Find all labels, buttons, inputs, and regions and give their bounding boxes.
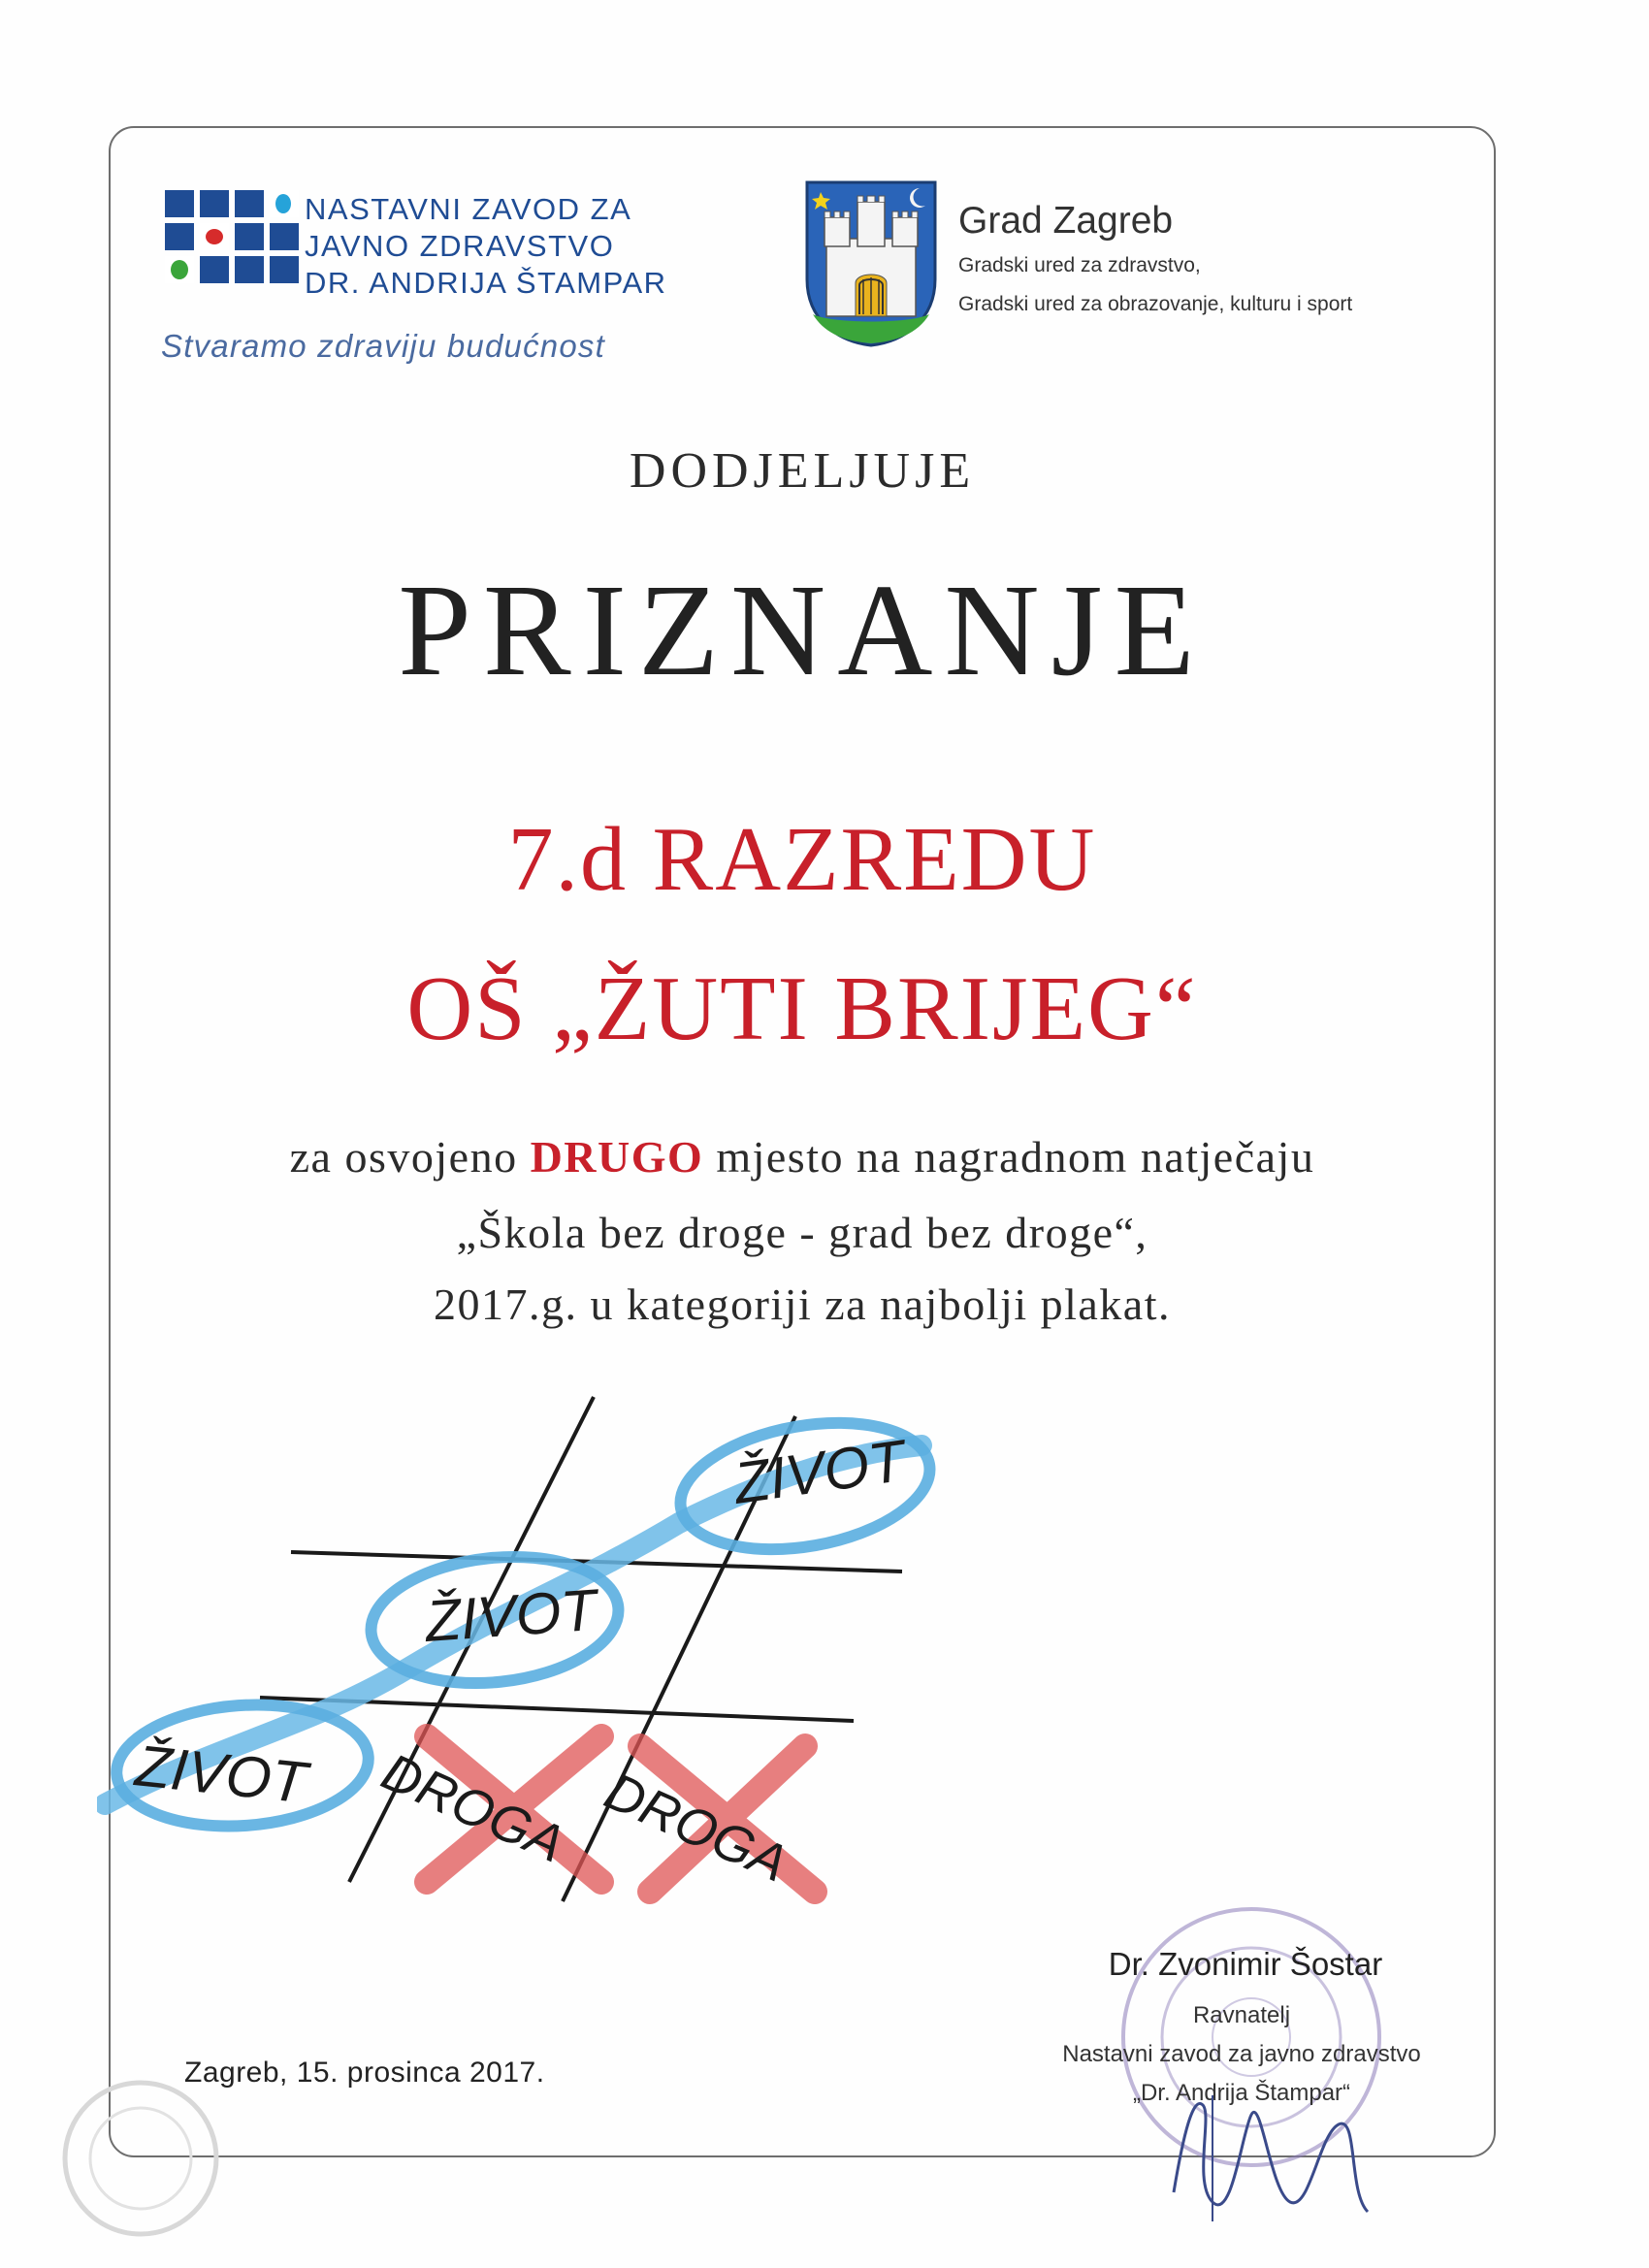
signatory-institution: Nastavni zavod za javno zdravstvo (1062, 2041, 1421, 2067)
embossed-seal-icon (58, 2076, 223, 2241)
award-description-suffix: mjesto na nagradnom natječaju (703, 1132, 1315, 1182)
award-description-prefix: za osvojeno (289, 1132, 531, 1182)
place-and-date: Zagreb, 15. prosinca 2017. (184, 2057, 545, 2089)
recipient-class: 7.d RAZREDU (507, 809, 1097, 910)
award-description-line-1 (109, 1131, 1496, 1183)
zagreb-coat-of-arms-icon (803, 178, 939, 347)
city-office-line-1: Gradski ured za zdravstvo, (958, 254, 1201, 276)
handwritten-signature (1154, 2076, 1387, 2231)
life-word-top: ŽIVOT (729, 1427, 909, 1516)
institute-logo-icon (165, 190, 301, 314)
signatory-institution-name: „Dr. Andrija Štampar“ (1132, 2080, 1351, 2106)
signatory-name: Dr. Zvonimir Šostar (1108, 1946, 1383, 1982)
city-name: Grad Zagreb (958, 200, 1174, 242)
institute-name-line-1: NASTAVNI ZAVOD ZA (305, 192, 632, 226)
award-category: 2017.g. u kategoriji za najbolji plakat. (433, 1280, 1172, 1329)
life-word-bottom: ŽIVOT (132, 1733, 310, 1816)
institute-name-line-3: DR. ANDRIJA ŠTAMPAR (305, 266, 667, 300)
drug-word-2: DROGA (597, 1762, 796, 1894)
institute-name-line-2: JAVNO ZDRAVSTVO (305, 229, 615, 263)
contest-name: „Škola bez droge - grad bez droge“, (456, 1208, 1148, 1257)
drug-word-1: DROGA (373, 1742, 573, 1874)
recipient-school: OŠ „ŽUTI BRIJEG“ (406, 958, 1198, 1059)
signatory-role: Ravnatelj (1192, 2002, 1291, 2028)
award-place: DRUGO (530, 1132, 704, 1182)
city-office-line-2: Gradski ured za obrazovanje, kulturu i sport (958, 293, 1353, 315)
institute-slogan: Stvaramo zdraviju budućnost (161, 328, 605, 364)
certificate-title: PRIZNANJE (398, 558, 1207, 703)
life-word-middle: ŽIVOT (423, 1576, 599, 1654)
awards-heading: DODJELJUJE (629, 443, 976, 499)
tic-tac-toe-illustration (97, 1377, 970, 1921)
